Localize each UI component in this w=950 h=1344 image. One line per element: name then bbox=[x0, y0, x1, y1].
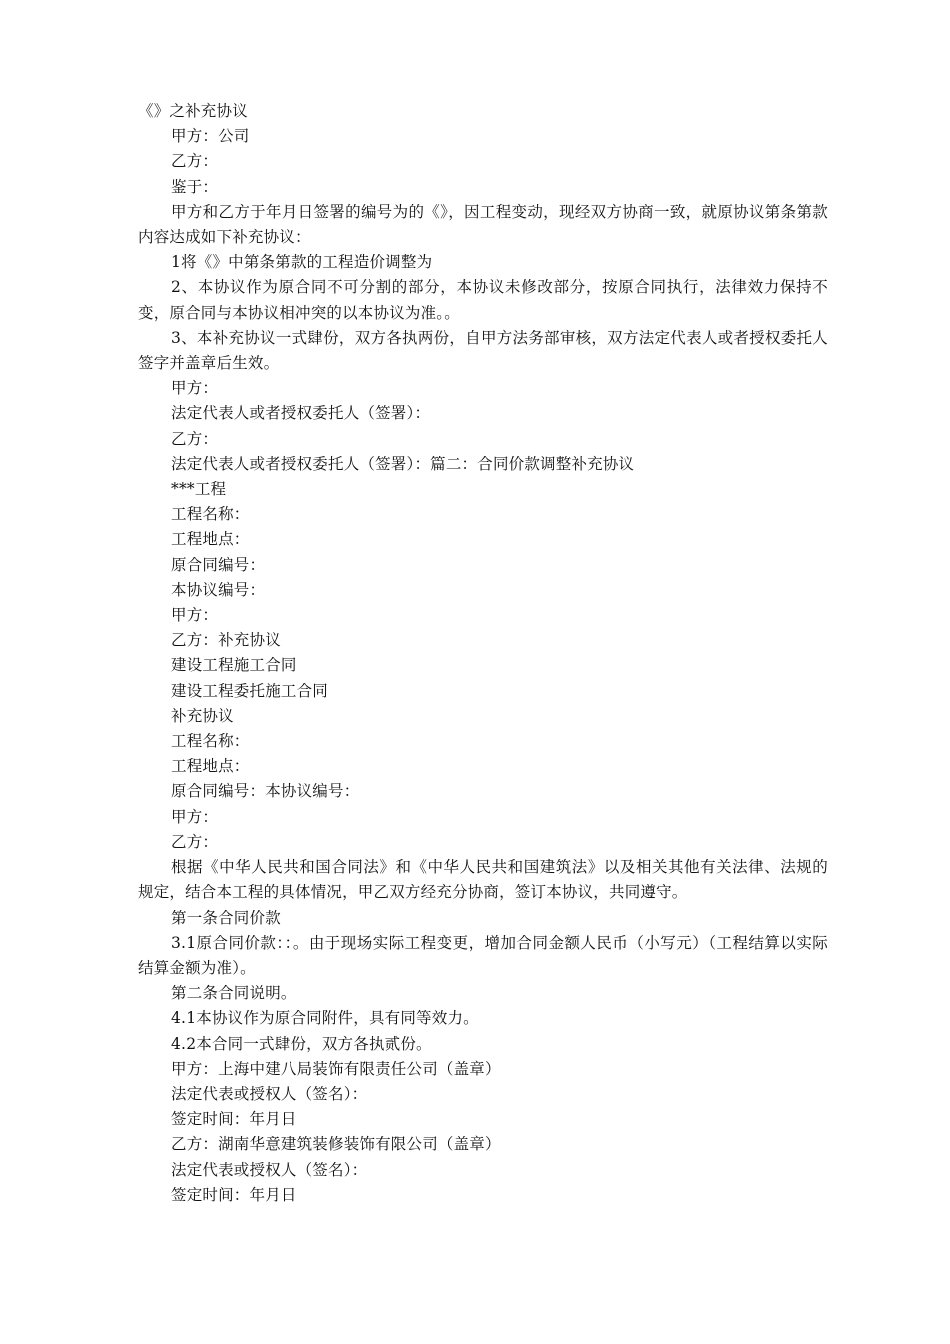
signature-party-a: 甲方： bbox=[171, 379, 219, 398]
final-party-b-date: 签定时间：年月日 bbox=[171, 1185, 297, 1204]
basis-paragraph: 根据《中华人民共和国合同法》和《中华人民共和国建筑法》以及相关其他有关法律、法规的规定，结合本工程的具体情况，甲乙双方经充分协商，签订本协议，共同遵守。 bbox=[138, 858, 828, 902]
original-contract-no-line: 原合同编号： bbox=[171, 555, 266, 574]
article-2-heading: 第二条合同说明。 bbox=[171, 984, 297, 1003]
agreement-no-line: 本协议编号： bbox=[171, 580, 266, 599]
final-party-a-date: 签定时间：年月日 bbox=[171, 1110, 297, 1129]
clause-2: 2、本协议作为原合同不可分割的部分，本协议未修改部分，按原合同执行，法律效力保持不变，原合同与本协议相冲突的以本协议为准。。 bbox=[138, 278, 828, 322]
project-name-line-2: 工程名称： bbox=[171, 732, 250, 751]
article-2-clause-2: 4.2本合同一式肆份，双方各执贰份。 bbox=[171, 1034, 432, 1053]
party-b-line-3: 乙方： bbox=[171, 832, 219, 851]
contract-type-1: 建设工程施工合同 bbox=[171, 656, 297, 675]
clause-1: 1将《》中第条第款的工程造价调整为 bbox=[171, 253, 433, 272]
project-site-line-2: 工程地点： bbox=[171, 757, 250, 776]
document-body bbox=[138, 99, 828, 1208]
signature-party-b: 乙方： bbox=[171, 429, 219, 448]
article-1-clause-1: 3.1原合同价款：：。由于现场实际工程变更，增加合同金额人民币（小写元）（工程结算以实际结算金额为准）。 bbox=[138, 933, 828, 977]
article-2-clause-1: 4.1本协议作为原合同附件，具有同等效力。 bbox=[171, 1009, 479, 1028]
party-b-line-2: 乙方：补充协议 bbox=[171, 631, 281, 650]
signature-party-b-rep: 法定代表人或者授权委托人（签署）：篇二：合同价款调整补充协议 bbox=[171, 454, 635, 473]
party-a-line: 甲方：公司 bbox=[171, 127, 250, 146]
party-a-line-3: 甲方： bbox=[171, 807, 219, 826]
clause-3: 3、本补充协议一式肆份，双方各执两份，自甲方法务部审核，双方法定代表人或者授权委托人签字并盖章后生效。 bbox=[138, 328, 828, 373]
project-site-line: 工程地点： bbox=[171, 530, 250, 549]
contract-numbers-line: 原合同编号：本协议编号： bbox=[171, 782, 360, 801]
final-party-b: 乙方：湖南华意建筑装修装饰有限公司（盖章） bbox=[171, 1135, 501, 1154]
whereas-line: 鉴于： bbox=[171, 177, 219, 196]
project-name-line: 工程名称： bbox=[171, 505, 250, 524]
article-1-heading: 第一条合同价款 bbox=[171, 908, 281, 927]
signature-party-a-rep: 法定代表人或者授权委托人（签署）： bbox=[171, 404, 431, 423]
project-heading: ***工程 bbox=[171, 480, 227, 499]
final-party-a: 甲方：上海中建八局装饰有限责任公司（盖章） bbox=[171, 1059, 501, 1078]
contract-type-2: 建设工程委托施工合同 bbox=[171, 681, 329, 700]
intro-paragraph: 甲方和乙方于年月日签署的编号为的《》，因工程变动，现经双方协商一致，就原协议第条第款内容达成如下补充协议： bbox=[138, 202, 828, 247]
final-party-a-rep: 法定代表或授权人（签名）： bbox=[171, 1084, 368, 1103]
party-a-line-2: 甲方： bbox=[171, 606, 219, 625]
supplementary-heading: 补充协议 bbox=[171, 706, 234, 725]
final-party-b-rep: 法定代表或授权人（签名）： bbox=[171, 1160, 368, 1179]
document-title: 《》之补充协议 bbox=[138, 102, 248, 120]
party-b-line: 乙方： bbox=[171, 152, 219, 171]
